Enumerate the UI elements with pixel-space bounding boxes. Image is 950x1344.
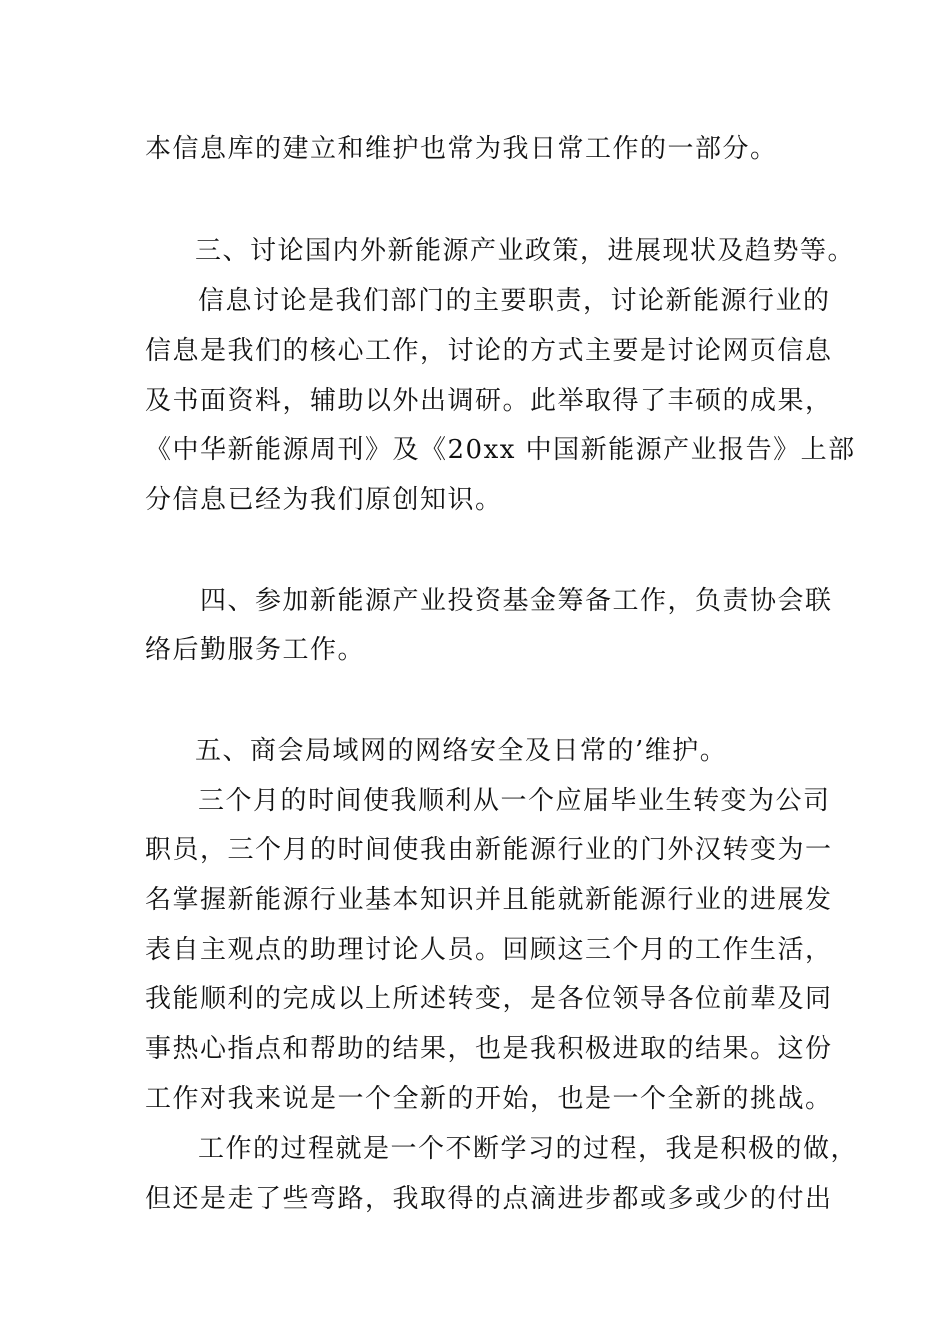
paragraph-line: 信息讨论是我们部门的主要职责，讨论新能源行业的 — [198, 286, 831, 316]
section-heading-3: 三、讨论国内外新能源产业政策，进展现状及趋势等。 — [195, 236, 856, 266]
paragraph-line: 但还是走了些弯路，我取得的点滴进步都或多或少的付出 — [145, 1184, 833, 1214]
paragraph-line: 表自主观点的助理讨论人员。回顾这三个月的工作生活， — [145, 935, 833, 965]
section-heading-5: 五、商会局域网的网络安全及日常的’维护。 — [195, 736, 728, 766]
paragraph-line: 工作对我来说是一个全新的开始，也是一个全新的挑战。 — [145, 1084, 833, 1114]
paragraph-line: 我能顺利的完成以上所述转变，是各位领导各位前辈及同 — [145, 984, 833, 1014]
paragraph-line: 信息是我们的核心工作，讨论的方式主要是讨论网页信息 — [145, 336, 833, 366]
paragraph-line: 事热心指点和帮助的结果，也是我积极进取的结果。这份 — [145, 1034, 833, 1064]
paragraph-line: 分信息已经为我们原创知识。 — [145, 485, 503, 515]
paragraph-line: 《中华新能源周刊》及《20xx 中国新能源产业报告》上部 — [145, 435, 856, 465]
section-heading-4: 四、参加新能源产业投资基金筹备工作，负责协会联 — [200, 586, 833, 616]
paragraph-line: 本信息库的建立和维护也常为我日常工作的一部分。 — [145, 134, 778, 164]
paragraph-line: 三个月的时间使我顺利从一个应届毕业生转变为公司 — [198, 786, 831, 816]
paragraph-line: 及书面资料，辅助以外出调研。此举取得了丰硕的成果， — [145, 386, 833, 416]
paragraph-line: 络后勤服务工作。 — [145, 635, 366, 665]
paragraph-line: 名掌握新能源行业基本知识并且能就新能源行业的进展发 — [145, 885, 833, 915]
paragraph-line: 工作的过程就是一个不断学习的过程，我是积极的做， — [198, 1134, 859, 1164]
paragraph-line: 职员，三个月的时间使我由新能源行业的门外汉转变为一 — [145, 835, 833, 865]
